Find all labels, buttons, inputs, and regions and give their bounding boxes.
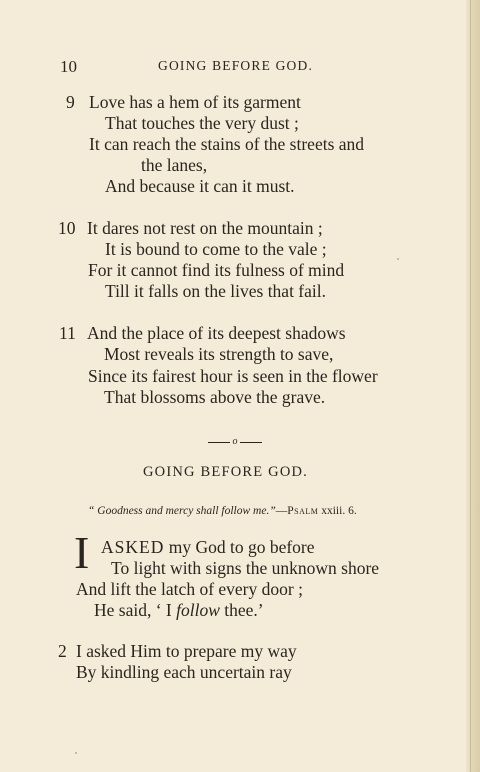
page-header <box>60 57 420 77</box>
poem-line: That blossoms above the grave. <box>104 387 326 407</box>
poem-line <box>101 537 315 557</box>
paper-speck <box>397 258 399 260</box>
poem-line: I asked Him to prepare my way <box>76 641 297 661</box>
poem-line: Love has a hem of its garment <box>89 92 301 112</box>
verse-number: 11 <box>59 323 76 343</box>
epigraph <box>88 505 357 517</box>
first-word: ASKED <box>101 537 165 557</box>
poem-line: And the place of its deepest shadows <box>87 323 346 343</box>
verse-number: 9 <box>66 92 75 112</box>
divider-mark: o <box>232 436 238 447</box>
poem-line: Most reveals its strength to save, <box>104 344 334 364</box>
divider-rule <box>208 442 230 443</box>
line-post: thee.’ <box>224 600 264 620</box>
page-edge <box>466 0 480 772</box>
poem-line: the lanes, <box>141 155 208 175</box>
drop-cap: I <box>74 527 90 578</box>
line-italic: follow <box>176 600 220 620</box>
poem-line: And because it can it must. <box>105 176 295 196</box>
line-pre: He said, ‘ I <box>94 600 172 620</box>
running-title: GOING BEFORE GOD. <box>158 58 314 73</box>
section-divider <box>208 437 262 447</box>
line-rest: my God to go before <box>168 537 315 557</box>
poem-line: Since its fairest hour is seen in the flower <box>88 366 378 386</box>
verse-number: 10 <box>58 218 76 238</box>
page-edge-line <box>470 0 471 772</box>
poem-title: GOING BEFORE GOD. <box>143 464 308 480</box>
poem-line: It can reach the stains of the streets and <box>89 134 365 154</box>
page-number: 10 <box>60 57 77 76</box>
poem-line: For it cannot find its fulness of mind <box>88 260 345 280</box>
verse-number: 2 <box>58 641 67 661</box>
epigraph-reference: xxiii. 6. <box>321 505 357 517</box>
poem-line: It is bound to come to the vale ; <box>105 239 327 259</box>
poem-line: It dares not rest on the mountain ; <box>87 218 323 238</box>
epigraph-dash: — <box>275 505 288 517</box>
poem-line: That touches the very dust ; <box>105 113 299 133</box>
poem-line: By kindling each uncertain ray <box>76 662 292 682</box>
poem-line: To light with signs the unknown shore <box>111 558 380 578</box>
epigraph-quote: “ Goodness and mercy shall follow me.” <box>88 505 276 517</box>
poem-line <box>94 600 264 620</box>
epigraph-source: Psalm <box>287 505 319 517</box>
poem-line: Till it falls on the lives that fail. <box>105 281 327 301</box>
poem-line: And lift the latch of every door ; <box>76 579 303 599</box>
paper-speck <box>75 752 77 754</box>
divider-rule <box>240 442 262 443</box>
